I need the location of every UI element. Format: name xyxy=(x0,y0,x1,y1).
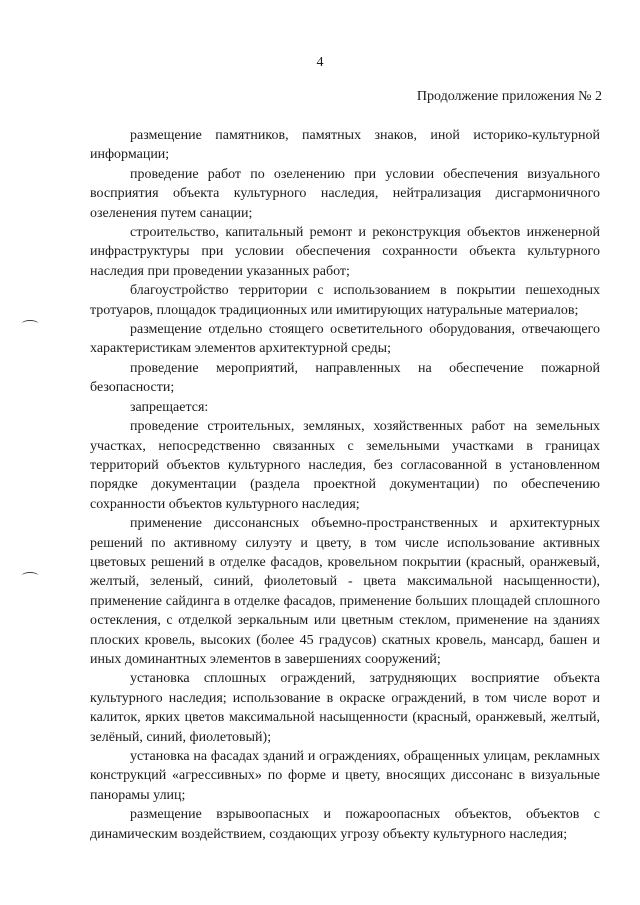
paragraph: проведение строительных, земляных, хозяйственных работ на земельных участках, непосредственно связанных с земельными участками в границах территорий объектов культурного наследия, без согласованной в установленном порядке документации (раздела проектной документации) по обеспечению сохранности объектов культурного наследия; xyxy=(90,419,600,512)
paragraph: строительство, капитальный ремонт и реконструкция объектов инженерной инфраструктуры при условии обеспечения сохранности объекта культурного наследия при проведении указанных работ; xyxy=(90,225,600,279)
paragraph: применение диссонансных объемно-пространственных и архитектурных решений по активному силуэту и цвету, в том числе использование активных цветовых решений в отделке фасадов, кровельном покрытии (красный, оранжевый, желтый, зеленый, синий, фиолетовый - цвета максимальной насыщенности), применение сайдинга в отделке фасадов, применение больших площадей сплошного остекления, с отделкой зеркальным или цветным стеклом, применение на зданиях плоских кровель, высоких (более 45 градусов) скатных кровель, мансард, башен и иных доминантных элементов в завершениях сооружений; xyxy=(90,516,600,667)
margin-punch-mark xyxy=(22,572,38,579)
paragraph: размещение взрывоопасных и пожароопасных объектов, объектов с динамическим воздействием, создающих угрозу объекту культурного наследия; xyxy=(90,807,600,842)
paragraph: размещение отдельно стоящего осветительного оборудования, отвечающего характеристикам элементов архитектурной среды; xyxy=(90,322,600,357)
page-number: 4 xyxy=(316,55,324,70)
paragraph: благоустройство территории с использованием в покрытии пешеходных тротуаров, площадок традиционных или имитирующих натуральные материалов; xyxy=(90,283,600,318)
paragraph-heading-prohibited: запрещается: xyxy=(130,399,209,415)
margin-punch-mark xyxy=(22,320,38,327)
paragraph: установка на фасадах зданий и ограждениях, обращенных улицам, рекламных конструкций «агрессивных» по форме и цвету, вносящих диссонанс в визуальные панорамы улиц; xyxy=(90,749,600,803)
paragraph: размещение памятников, памятных знаков, иной историко-культурной информации; xyxy=(90,128,600,163)
appendix-continuation-note: Продолжение приложения № 2 xyxy=(416,89,602,104)
paragraph: установка сплошных ограждений, затрудняющих восприятие объекта культурного наследия; использование в окраске ограждений, в том числе ворот и калиток, ярких цветов максимальной насыщенности (красный, оранжевый, желтый, зелёный, синий, фиолетовый); xyxy=(90,671,600,745)
document-body xyxy=(90,126,600,844)
paragraph: проведение мероприятий, направленных на обеспечение пожарной безопасности; xyxy=(90,360,600,396)
paragraph: проведение работ по озеленению при условии обеспечения визуального восприятия объекта культурного наследия, нейтрализация дисгармоничного озеленения путем санации; xyxy=(90,166,600,221)
